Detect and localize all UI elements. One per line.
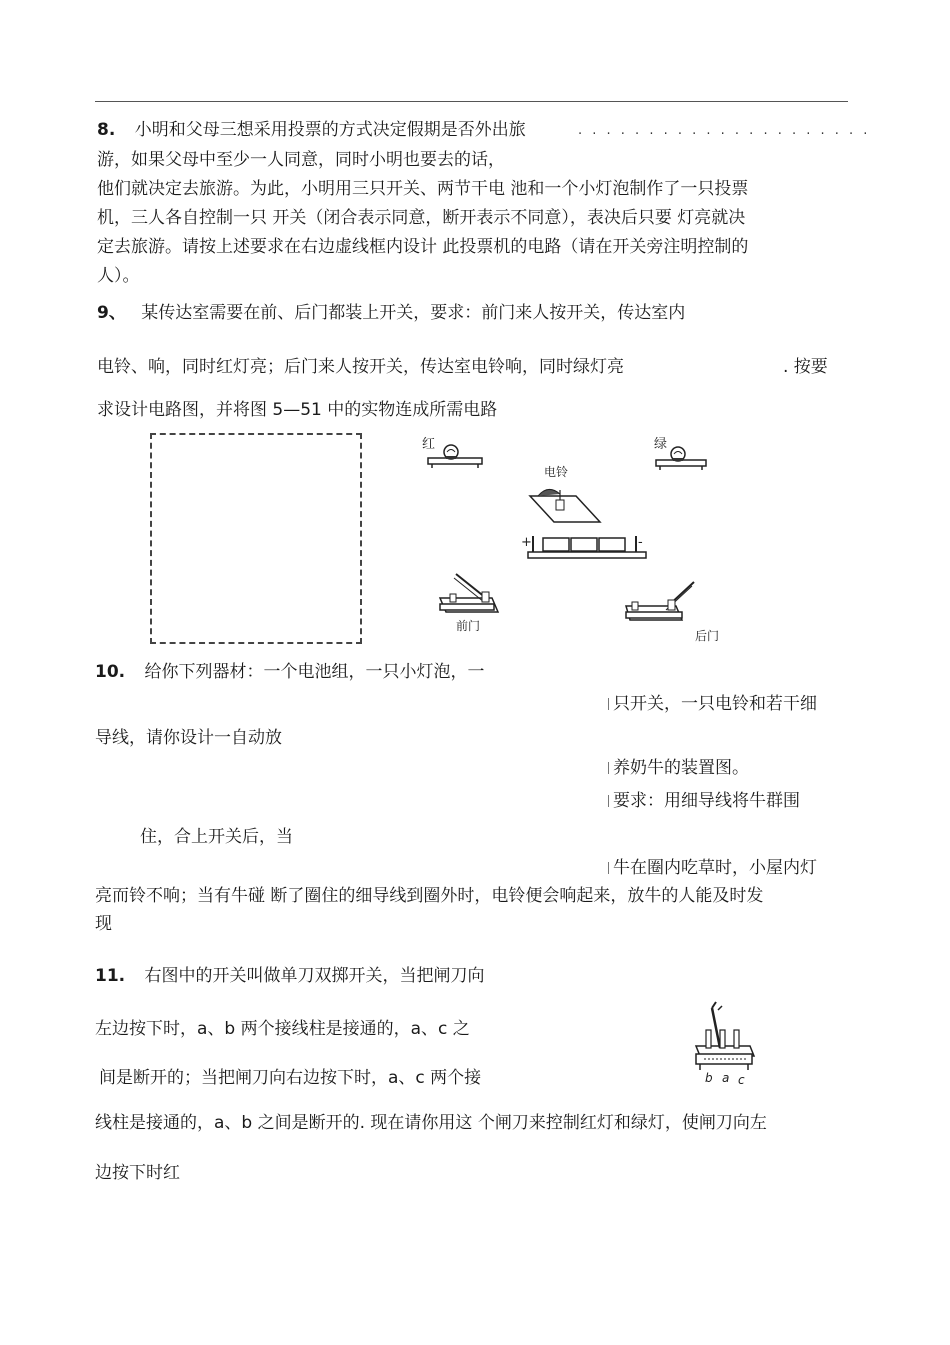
q10-text-5: 要求：用细导线将牛群围 — [613, 791, 800, 811]
q10-text-1: 给你下列器材：一个电池组，一只小灯泡，一 — [144, 662, 485, 682]
q10-line-8: 亮而铃不响；当有牛碰 断了圈住的细导线到圈外时，电铃便会响起来，放牛的人能及时发 — [95, 886, 764, 906]
q10-text-7: 牛在圈内吃草时，小屋内灯 — [613, 858, 817, 878]
q8-number: 8. — [97, 120, 116, 140]
green-lamp-label: 绿 — [654, 437, 668, 452]
q9-line-2: 电铃、响，同时红灯亮；后门来人按开关，传达室电铃响，同时绿灯亮 — [97, 357, 624, 377]
header-rule — [95, 101, 848, 102]
q8-line-6: 人）。 — [97, 266, 140, 286]
q8-line-5: 定去旅游。请按上述要求在右边虚线框内设计 此投票机的电路（请在开关旁注明控制的 — [97, 237, 749, 257]
q9-number: 9、 — [97, 303, 126, 323]
back-door-label: 后门 — [695, 629, 720, 643]
q11-line-1 — [95, 964, 485, 988]
q9-text-1: 某传达室需要在前、后门都装上开关，要求：前门来人按开关，传达室内 — [141, 303, 686, 323]
front-door-switch-icon — [440, 574, 498, 633]
q10-text-4: 养奶牛的装置图。 — [613, 758, 749, 778]
battery-pack-icon — [521, 535, 646, 558]
q11-line-2: 左边按下时，a、b 两个接线柱是接通的，a、c 之 — [95, 1019, 470, 1039]
terminal-b-label: b — [705, 1071, 713, 1085]
electric-bell-icon — [530, 464, 600, 522]
front-door-label: 前门 — [456, 619, 481, 633]
q10-line-4 — [608, 756, 749, 780]
terminal-a-label: a — [722, 1071, 730, 1085]
back-door-switch-icon — [626, 582, 719, 643]
q10-line-7 — [608, 856, 817, 880]
q10-text-2: 只开关，一只电铃和若干细 — [613, 694, 817, 714]
q10-number: 10. — [95, 662, 126, 682]
double-throw-switch-icon — [690, 998, 760, 1088]
q10-line-3: 导线，请你设计一自动放 — [95, 728, 282, 748]
battery-plus: + — [521, 535, 532, 550]
q10-line-6: 住，合上开关后，当 — [140, 827, 293, 847]
q10-line-5 — [608, 789, 800, 813]
terminal-c-label: c — [738, 1073, 745, 1087]
q11-text-1: 右图中的开关叫做单刀双掷开关，当把闸刀向 — [144, 966, 485, 986]
q8-text-1: 小明和父母三想采用投票的方式决定假期是否外出旅 — [134, 120, 526, 140]
q8-dots: . . . . . . . . . . . . . . . . . . . . . — [578, 123, 871, 138]
q8-line-2: 游，如果父母中至少一人同意，同时小明也要去的话， — [97, 150, 505, 170]
q9-line-2-end: . 按要 — [783, 357, 828, 377]
bell-label: 电铃 — [544, 465, 569, 479]
battery-minus: - — [638, 535, 643, 550]
q10-line-1 — [95, 660, 485, 684]
q11-number: 11. — [95, 966, 126, 986]
green-lamp-icon — [654, 437, 706, 470]
red-lamp-icon — [422, 437, 482, 468]
q9-answer-box — [150, 433, 362, 644]
q8-line-4: 机，三人各自控制一只 开关（闭合表示同意，断开表示不同意），表决后只要 灯亮就决 — [97, 208, 746, 228]
q11-line-3: 间是断开的；当把闸刀向右边按下时，a、c 两个接 — [99, 1068, 482, 1088]
q9-apparatus-figure — [410, 428, 720, 650]
q10-line-9: 现 — [95, 914, 112, 934]
q8-line-1 — [97, 118, 526, 142]
q8-line-3: 他们就决定去旅游。为此，小明用三只开关、两节干电 池和一个小灯泡制作了一只投票 — [97, 179, 749, 199]
q9-line-1 — [97, 301, 685, 325]
q11-line-5: 边按下时红 — [95, 1163, 180, 1183]
q9-line-3: 求设计电路图，并将图 5—51 中的实物连成所需电路 — [97, 400, 498, 420]
q10-line-2 — [608, 692, 817, 716]
q11-line-4: 线柱是接通的，a、b 之间是断开的. 现在请你用这 个闸刀来控制红灯和绿灯，使闸刀向左 — [95, 1113, 767, 1133]
red-lamp-label: 红 — [422, 437, 436, 452]
